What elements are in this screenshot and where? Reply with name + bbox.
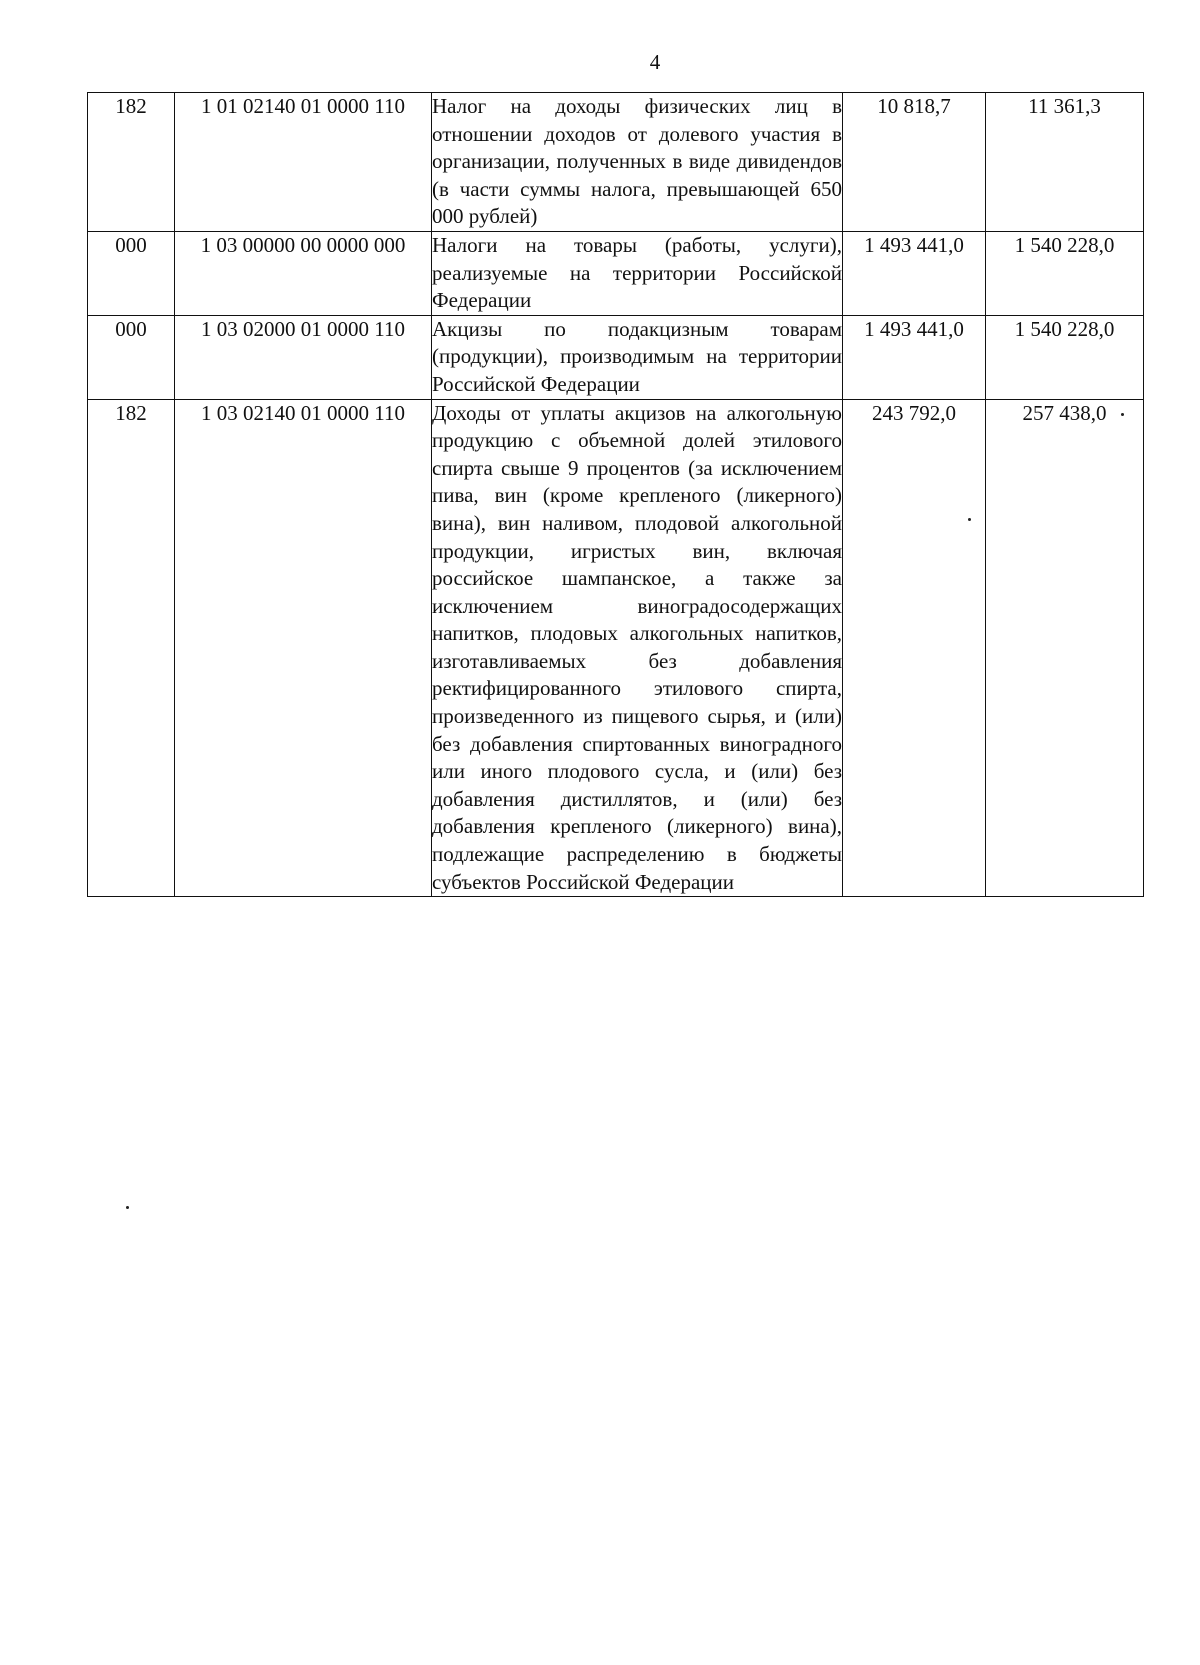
table-row	[88, 93, 1144, 232]
amount-year2-cell: 11 361,3	[986, 93, 1144, 232]
admin-code-cell: 000	[88, 315, 175, 399]
amount-year1-cell: 1 493 441,0	[843, 315, 986, 399]
page-number: 4	[649, 50, 661, 74]
amount-year2-cell: 1 540 228,0	[986, 231, 1144, 315]
table-row	[88, 399, 1144, 897]
table-row	[88, 315, 1144, 399]
scan-speck	[126, 1206, 129, 1209]
amount-year2-cell: 1 540 228,0	[986, 315, 1144, 399]
revenue-name-cell: Налоги на товары (работы, услуги), реализуемые на территории Российской Федерации	[432, 231, 843, 315]
scan-speck	[1121, 413, 1124, 416]
kbk-code-cell: 1 03 02000 01 0000 110	[175, 315, 432, 399]
admin-code-cell: 182	[88, 93, 175, 232]
revenue-name-cell: Доходы от уплаты акцизов на алкогольную продукцию с объемной долей этилового спирта свыше 9 процентов (за исключением пива, вин (кроме крепленого (ликерного) вина), вин наливом, плодовой алкогольной продукции, игристых вин, включая российское шампанское, а также за исключением виноградосодержащих напитков, плодовых алкогольных напитков, изготавливаемых без добавления ректифицированного этилового спирта, произведенного из пищевого сырья, и (или) без добавления спиртованных виноградного или иного плодового сусла, и (или) без добавления дистиллятов, и (или) без добавления крепленого (ликерного) вина), подлежащие распределению в бюджеты субъектов Российской Федерации	[432, 399, 843, 897]
kbk-code-cell: 1 03 02140 01 0000 110	[175, 399, 432, 897]
amount-year2-cell: 257 438,0	[986, 399, 1144, 897]
kbk-code-cell: 1 03 00000 00 0000 000	[175, 231, 432, 315]
admin-code-cell: 182	[88, 399, 175, 897]
kbk-code-cell: 1 01 02140 01 0000 110	[175, 93, 432, 232]
revenue-name-cell: Акцизы по подакцизным товарам (продукции), производимым на территории Российской Федерации	[432, 315, 843, 399]
table-row	[88, 231, 1144, 315]
admin-code-cell: 000	[88, 231, 175, 315]
amount-year1-cell: 1 493 441,0	[843, 231, 986, 315]
revenue-table	[87, 92, 1144, 897]
revenue-name-cell: Налог на доходы физических лиц в отношении доходов от долевого участия в организации, полученных в виде дивидендов (в части суммы налога, превышающей 650 000 рублей)	[432, 93, 843, 232]
amount-year1-cell: 10 818,7	[843, 93, 986, 232]
amount-year1-cell: 243 792,0	[843, 399, 986, 897]
scan-speck	[968, 518, 971, 521]
